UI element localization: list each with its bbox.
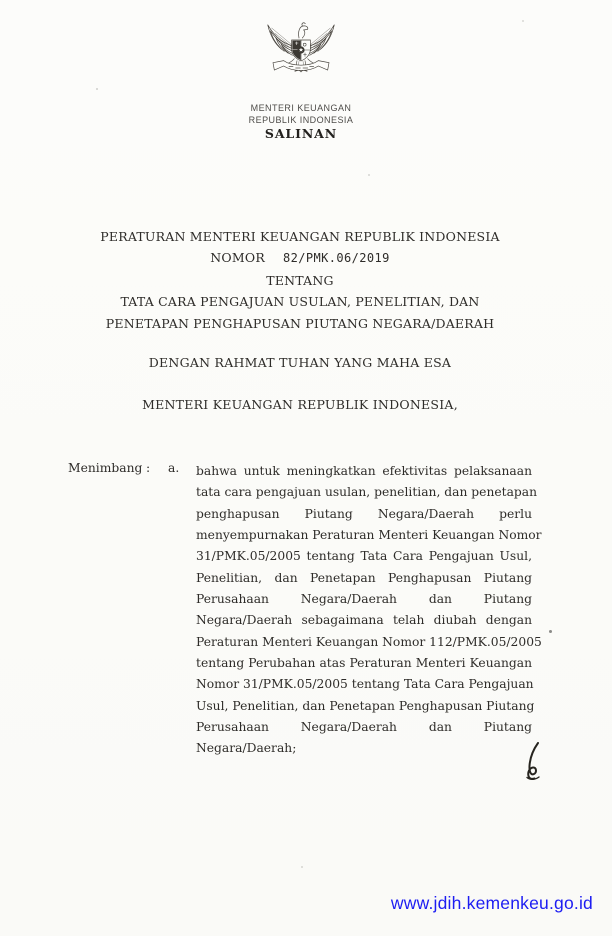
paragraph-line: Negara/Daerah sebagaimana telah diubah dengan	[196, 613, 532, 628]
paragraph-line: penghapusan Piutang Negara/Daerah perlu	[196, 506, 532, 521]
paragraph-line: Penelitian, dan Penetapan Penghapusan Piutang	[196, 570, 532, 585]
handwritten-initial-icon	[520, 741, 546, 783]
menimbang-colon: :	[146, 461, 151, 475]
paragraph-line: Perusahaan Negara/Daerah dan Piutang	[196, 720, 532, 735]
letterhead-line2: REPUBLIK INDONESIA	[248, 114, 354, 125]
scan-speck	[549, 630, 552, 633]
paragraph-line: menyempurnakan Peraturan Menteri Keuangan Nomor	[196, 528, 542, 543]
paragraph-line: bahwa untuk meningkatkan efektivitas pelaksanaan	[196, 464, 532, 478]
paragraph-line: Negara/Daerah;	[196, 741, 297, 756]
authority-line: MENTERI KEUANGAN REPUBLIK INDONESIA,	[142, 397, 458, 412]
consideration-paragraph	[196, 461, 542, 760]
copy-designation-label: SALINAN	[264, 126, 338, 141]
item-letter-a: a.	[168, 461, 180, 475]
subject-line-2: PENETAPAN PENGHAPUSAN PIUTANG NEGARA/DAERAH	[105, 315, 495, 331]
jdih-watermark-url: www.jdih.kemenkeu.go.id	[390, 893, 593, 913]
paragraph-line: Perusahaan Negara/Daerah dan Piutang	[196, 592, 532, 607]
tentang-label: TENTANG	[266, 272, 334, 288]
garuda-pancasila-icon	[261, 12, 341, 100]
scan-speck	[368, 174, 370, 176]
paragraph-line: tata cara pengajuan usulan, penelitian, dan penetapan	[196, 485, 538, 500]
scan-speck	[96, 88, 98, 90]
scan-speck	[522, 20, 524, 22]
nomor-label: NOMOR	[210, 250, 265, 266]
invocation-line: DENGAN RAHMAT TUHAN YANG MAHA ESA	[148, 355, 452, 370]
paragraph-line: Usul, Penelitian, dan Penetapan Penghapusan Piutang	[196, 698, 535, 713]
nomor-value: 82/PMK.06/2019	[282, 251, 390, 266]
paragraph-line: tentang Perubahan atas Peraturan Menteri Keuangan	[196, 656, 532, 671]
letterhead	[0, 12, 607, 140]
regulation-number-row	[0, 247, 606, 269]
title-block	[0, 226, 606, 334]
menimbang-label: Menimbang	[68, 461, 143, 475]
scan-speck	[301, 866, 303, 868]
letterhead-line1: MENTERI KEUANGAN	[250, 103, 352, 113]
regulation-title-line: PERATURAN MENTERI KEUANGAN REPUBLIK INDONESIA	[100, 229, 500, 244]
paragraph-line: Nomor 31/PMK.05/2005 tentang Tata Cara Pengajuan	[196, 677, 534, 692]
paragraph-line: Peraturan Menteri Keuangan Nomor 112/PMK.05/2005	[196, 634, 542, 649]
paragraph-line: 31/PMK.05/2005 tentang Tata Cara Pengajuan Usul,	[196, 549, 532, 564]
subject-line-1: TATA CARA PENGAJUAN USULAN, PENELITIAN, DAN	[120, 294, 480, 310]
